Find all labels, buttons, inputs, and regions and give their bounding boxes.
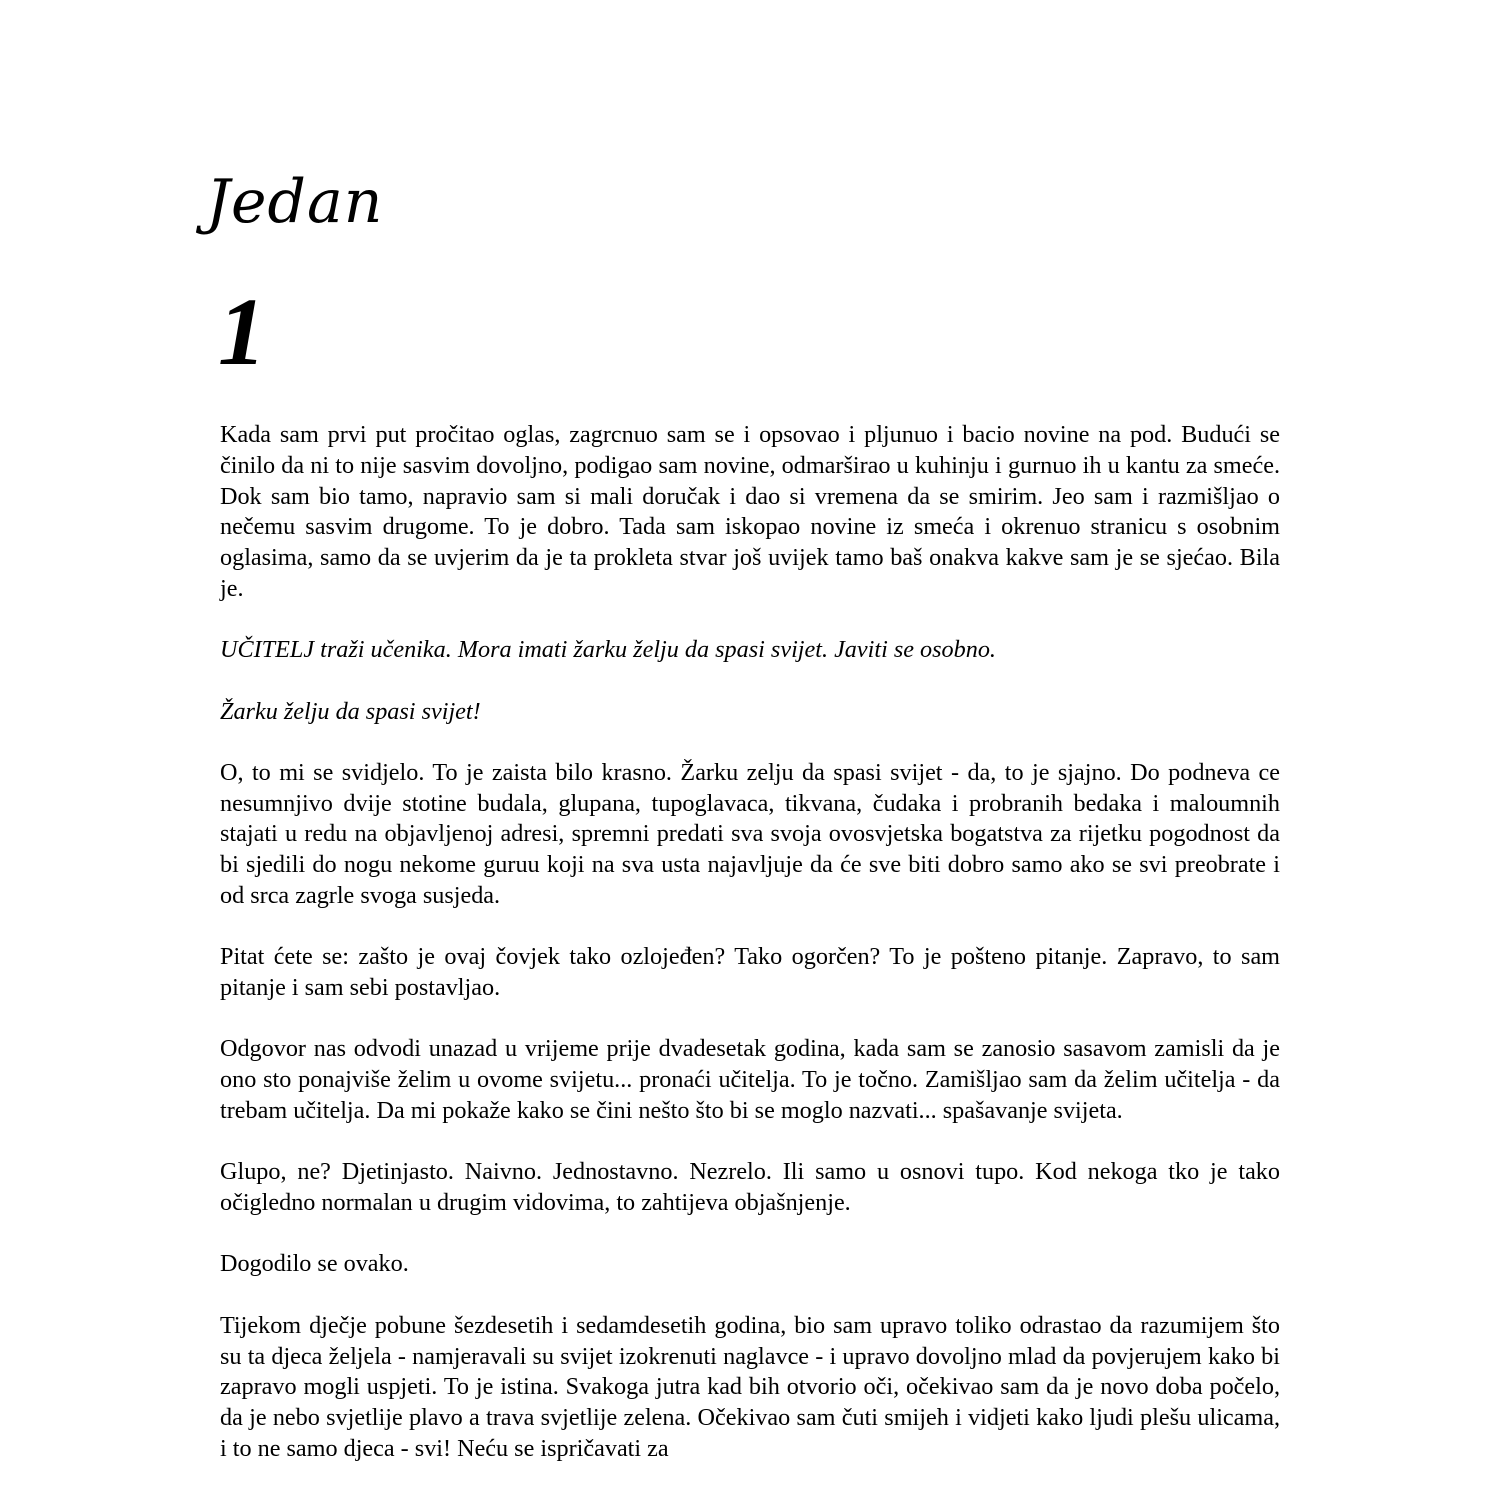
body-text (220, 420, 1280, 1495)
paragraph: O, to mi se svidjelo. To je zaista bilo krasno. Žarku zelju da spasi svijet - da, to je sjajno. Do podneva ce nesumnjivo dvije stotine budala, glupana, tupoglavaca, tikvana, čudaka i probranih bedaka i maloumnih stajati u redu na objavljenoj adresi, spremni predati sva svoja ovosvjetska bogatstva za rijetku pogodnost da bi sjedili do nogu nekome guruu koji na sva usta najavljuje da će sve biti dobro samo ako se svi preobrate i od srca zagrle svoga susjeda. (220, 758, 1280, 910)
paragraph: Glupo, ne? Djetinjasto. Naivno. Jednostavno. Nezrelo. Ili samo u osnovi tupo. Kod nekoga tko je tako očigledno normalan u drugim vidovima, to zahtijeva objašnjenje. (220, 1158, 1280, 1217)
chapter-number: 1 (218, 278, 266, 385)
paragraph: Pitat ćete se: zašto je ovaj čovjek tako ozlojeđen? Tako ogorčen? To je pošteno pitanje. Zapravo, to sam pitanje i sam sebi postavljao. (220, 943, 1280, 1002)
paragraph: Dogodilo se ovako. (220, 1250, 409, 1278)
paragraph: Odgovor nas odvodi unazad u vrijeme prije dvadesetak godina, kada sam se zanosio sasavom zamisli da je ono sto ponajviše želim u ovome svijetu... pronaći učitelja. To je točno. Zamišljao sam da želim učitelja - da trebam učitelja. Da mi pokaže kako se čini nešto što bi se moglo nazvati... spašavanje svijeta. (220, 1035, 1280, 1125)
part-title: Jedan (206, 167, 384, 237)
paragraph: Tijekom dječje pobune šezdesetih i sedamdesetih godina, bio sam upravo toliko odrastao da razumijem što su ta djeca željela - namjeravali su svijet izokrenuti naglavce - i upravo dovoljno mlad da povjerujem kako bi zapravo mogli uspjeti. To je istina. Svakoga jutra kad bih otvorio oči, očekivao sam da je novo doba počelo, da je nebo svjetlije plavo a trava svjetlije zelena. Očekivao sam čuti smijeh i vidjeti kako ljudi plešu ulicama, i to ne samo djeca - svi! Neću se ispričavati za (220, 1311, 1280, 1462)
paragraph: Kada sam prvi put pročitao oglas, zagrcnuo sam se i opsovao i pljunuo i bacio novine na pod. Budući se činilo da ni to nije sasvim dovoljno, podigao sam novine, odmarširao u kuhinju i gurnuo ih u kantu za smeće. Dok sam bio tamo, napravio sam si mali doručak i dao si vremena da se smirim. Jeo sam i razmišljao o nečemu sasvim drugome. To je dobro. Tada sam iskopao novine iz smeća i okrenuo stranicu s osobnim oglasima, samo da se uvjerim da je ta prokleta stvar još uvijek tamo baš onakva kakve sam je se sjećao. Bila je. (220, 421, 1280, 602)
paragraph-quote: Žarku želju da spasi svijet! (220, 697, 481, 725)
paragraph-ad-text: UČITELJ traži učenika. Mora imati žarku želju da spasi svijet. Javiti se osobno. (220, 636, 996, 664)
